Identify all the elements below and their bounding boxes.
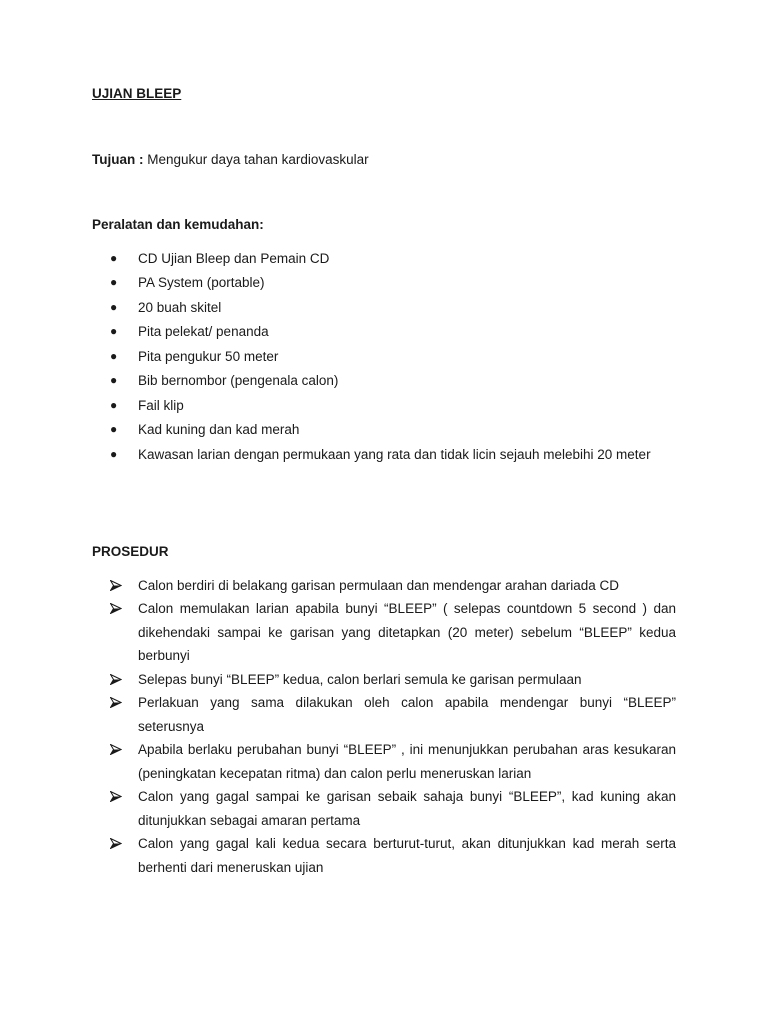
procedure-heading: PROSEDUR bbox=[92, 544, 169, 559]
procedure-step: Calon memulakan larian apabila bunyi “BLEEP” ( selepas countdown 5 second ) dan dikehendaki sampai ke garisan yang ditetapkan (20 meter) sebelum “BLEEP” kedua berbunyi bbox=[92, 597, 676, 668]
equipment-item: ● PA System (portable) bbox=[92, 271, 676, 295]
bullet-icon: ● bbox=[110, 250, 118, 265]
bullet-icon: ● bbox=[110, 446, 118, 461]
equipment-heading: Peralatan dan kemudahan: bbox=[92, 217, 264, 232]
arrow-bullet-icon bbox=[110, 597, 124, 621]
equipment-list bbox=[92, 247, 676, 467]
procedure-list bbox=[92, 574, 676, 880]
equipment-item: ● Fail klip bbox=[92, 394, 676, 418]
objective-text: Mengukur daya tahan kardiovaskular bbox=[147, 151, 369, 167]
procedure-step: Calon yang gagal kali kedua secara berturut-turut, akan ditunjukkan kad merah serta berhenti dari meneruskan ujian bbox=[92, 832, 676, 879]
document-title: UJIAN BLEEP bbox=[92, 86, 182, 101]
bullet-icon: ● bbox=[110, 299, 118, 314]
arrow-bullet-icon bbox=[110, 668, 124, 692]
arrow-bullet-icon bbox=[110, 832, 124, 856]
equipment-item: ● Bib bernombor (pengenala calon) bbox=[92, 369, 676, 393]
procedure-step: Selepas bunyi “BLEEP” kedua, calon berlari semula ke garisan permulaan bbox=[92, 668, 676, 692]
equipment-item: ● Kad kuning dan kad merah bbox=[92, 418, 676, 442]
objective-line bbox=[92, 148, 676, 172]
bullet-icon: ● bbox=[110, 422, 118, 436]
procedure-step: Perlakuan yang sama dilakukan oleh calon apabila mendengar bunyi “BLEEP” seterusnya bbox=[92, 691, 676, 738]
procedure-step: Apabila berlaku perubahan bunyi “BLEEP” , ini menunjukkan perubahan aras kesukaran (peningkatan kecepatan ritma) dan calon perlu meneruskan larian bbox=[92, 738, 676, 785]
arrow-bullet-icon bbox=[110, 574, 124, 598]
arrow-bullet-icon bbox=[110, 691, 124, 715]
arrow-bullet-icon bbox=[110, 738, 124, 762]
bullet-icon: ● bbox=[110, 324, 118, 338]
procedure-step: Calon berdiri di belakang garisan permulaan dan mendengar arahan dariada CD bbox=[92, 574, 676, 598]
equipment-item: ● 20 buah skitel bbox=[92, 296, 676, 320]
equipment-item: ● Kawasan larian dengan permukaan yang rata dan tidak licin sejauh melebihi 20 meter bbox=[92, 443, 676, 467]
arrow-bullet-icon bbox=[110, 785, 124, 809]
bullet-icon: ● bbox=[110, 348, 118, 363]
equipment-item: ● Pita pengukur 50 meter bbox=[92, 345, 676, 369]
equipment-item: ● CD Ujian Bleep dan Pemain CD bbox=[92, 247, 676, 271]
equipment-item: ● Pita pelekat/ penanda bbox=[92, 320, 676, 344]
bullet-icon: ● bbox=[110, 275, 118, 289]
procedure-step: Calon yang gagal sampai ke garisan sebaik sahaja bunyi “BLEEP”, kad kuning akan ditunjukkan sebagai amaran pertama bbox=[92, 785, 676, 832]
document-page bbox=[92, 82, 676, 879]
bullet-icon: ● bbox=[110, 397, 118, 412]
objective-label: Tujuan : bbox=[92, 151, 144, 167]
bullet-icon: ● bbox=[110, 373, 118, 387]
